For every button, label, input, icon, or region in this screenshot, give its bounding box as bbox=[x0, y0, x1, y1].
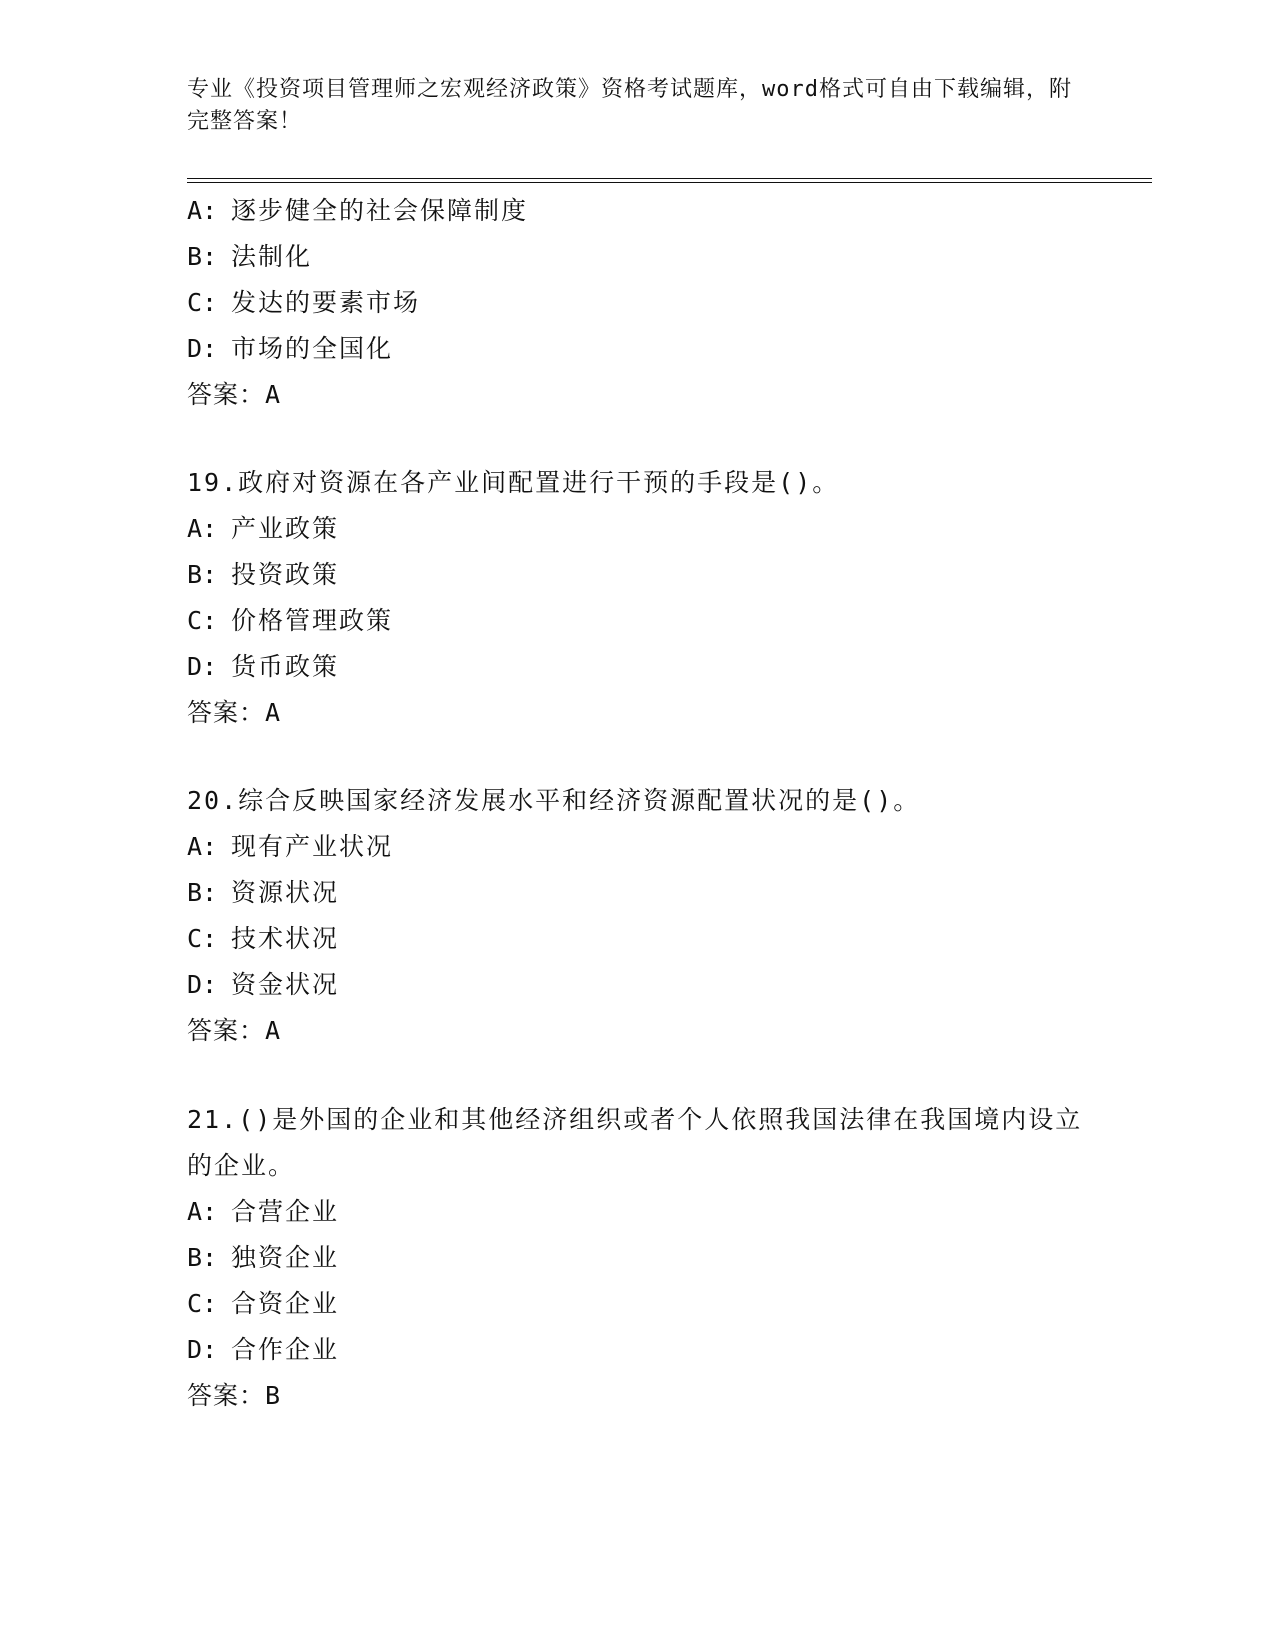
option-text: 合资企业 bbox=[231, 1289, 340, 1318]
option-label: D: bbox=[187, 1335, 218, 1364]
option-label: A: bbox=[187, 514, 218, 543]
option-a bbox=[187, 1189, 1087, 1235]
option-d bbox=[187, 644, 1087, 690]
option-label: C: bbox=[187, 1289, 218, 1318]
option-label: C: bbox=[187, 288, 218, 317]
option-c bbox=[187, 280, 1087, 326]
option-label: B: bbox=[187, 242, 218, 271]
option-label: B: bbox=[187, 1243, 218, 1272]
option-label: C: bbox=[187, 606, 218, 635]
header-double-rule bbox=[187, 178, 1152, 183]
document-header: 专业《投资项目管理师之宏观经济政策》资格考试题库，word格式可自由下载编辑，附完整答案！ bbox=[187, 77, 1072, 134]
question-20 bbox=[187, 778, 1087, 1054]
option-c bbox=[187, 1281, 1087, 1327]
option-c bbox=[187, 598, 1087, 644]
option-label: B: bbox=[187, 878, 218, 907]
option-text: 发达的要素市场 bbox=[231, 288, 421, 317]
option-label: D: bbox=[187, 334, 218, 363]
answer-line: 答案：A bbox=[187, 1016, 282, 1045]
option-d bbox=[187, 326, 1087, 372]
question-18 bbox=[187, 188, 1087, 418]
option-label: A: bbox=[187, 196, 218, 225]
option-b bbox=[187, 552, 1087, 598]
option-text: 价格管理政策 bbox=[231, 606, 394, 635]
option-d bbox=[187, 962, 1087, 1008]
option-label: C: bbox=[187, 924, 218, 953]
option-label: B: bbox=[187, 560, 218, 589]
option-text: 资金状况 bbox=[231, 970, 340, 999]
option-b bbox=[187, 1235, 1087, 1281]
option-text: 逐步健全的社会保障制度 bbox=[231, 196, 529, 225]
question-21 bbox=[187, 1097, 1087, 1419]
question-text: 21.()是外国的企业和其他经济组织或者个人依照我国法律在我国境内设立的企业。 bbox=[187, 1105, 1083, 1180]
option-text: 市场的全国化 bbox=[231, 334, 394, 363]
option-text: 技术状况 bbox=[231, 924, 340, 953]
option-d bbox=[187, 1327, 1087, 1373]
answer-line: 答案：A bbox=[187, 698, 282, 727]
question-text: 20.综合反映国家经济发展水平和经济资源配置状况的是()。 bbox=[187, 786, 921, 815]
option-text: 法制化 bbox=[231, 242, 313, 271]
option-label: A: bbox=[187, 1197, 218, 1226]
option-text: 合营企业 bbox=[231, 1197, 340, 1226]
option-a bbox=[187, 506, 1087, 552]
question-text: 19.政府对资源在各产业间配置进行干预的手段是()。 bbox=[187, 468, 840, 497]
option-a bbox=[187, 188, 1087, 234]
option-text: 投资政策 bbox=[231, 560, 340, 589]
option-text: 产业政策 bbox=[231, 514, 340, 543]
option-label: A: bbox=[187, 832, 218, 861]
option-text: 独资企业 bbox=[231, 1243, 340, 1272]
option-label: D: bbox=[187, 970, 218, 999]
question-19 bbox=[187, 460, 1087, 736]
option-label: D: bbox=[187, 652, 218, 681]
option-b bbox=[187, 870, 1087, 916]
option-text: 合作企业 bbox=[231, 1335, 340, 1364]
answer-line: 答案：B bbox=[187, 1381, 282, 1410]
option-text: 资源状况 bbox=[231, 878, 340, 907]
option-text: 货币政策 bbox=[231, 652, 340, 681]
option-a bbox=[187, 824, 1087, 870]
option-c bbox=[187, 916, 1087, 962]
option-b bbox=[187, 234, 1087, 280]
answer-line: 答案：A bbox=[187, 380, 282, 409]
option-text: 现有产业状况 bbox=[231, 832, 394, 861]
